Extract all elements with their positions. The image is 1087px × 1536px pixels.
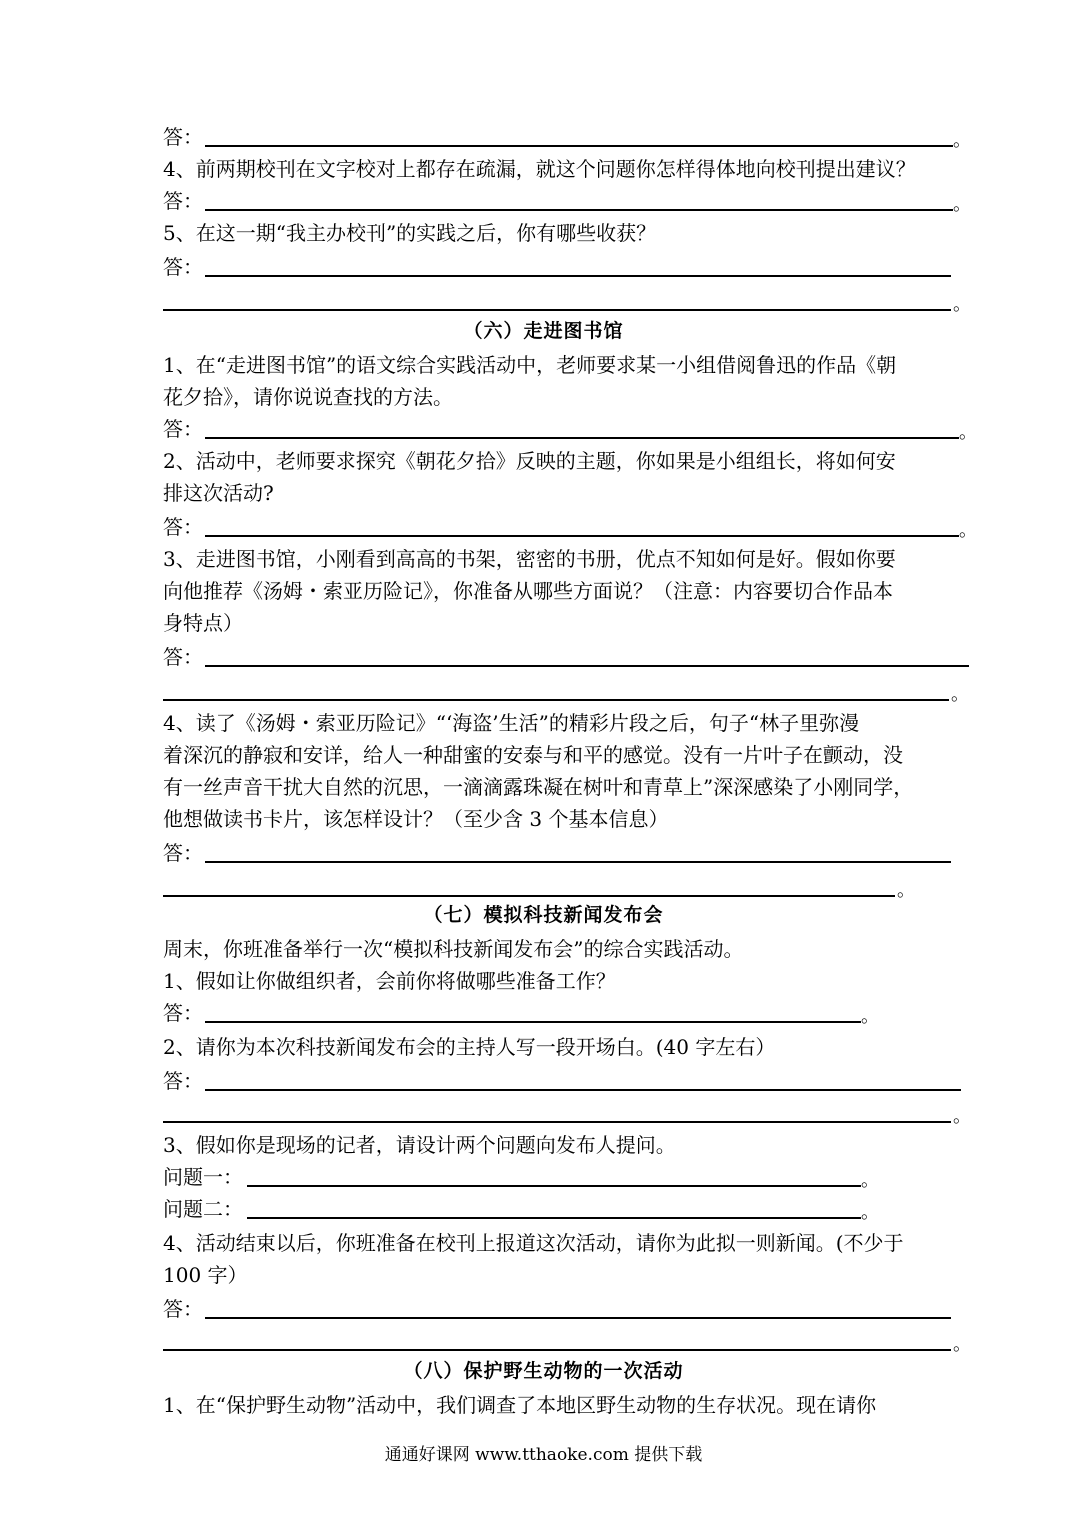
answer-row <box>163 284 983 318</box>
answer-label: 答： <box>163 255 203 279</box>
end-mark: 。 <box>951 684 969 705</box>
question-row-2 <box>163 1192 993 1226</box>
end-mark: 。 <box>959 422 977 443</box>
answer-label: 答： <box>163 189 203 213</box>
end-mark: 。 <box>953 1334 971 1355</box>
answer-row <box>163 836 993 870</box>
end-mark: 。 <box>897 880 915 901</box>
answer-label: 答： <box>163 645 203 669</box>
answer-line <box>247 1185 861 1187</box>
answer-label: 答： <box>163 125 203 149</box>
answer-label: 答： <box>163 515 203 539</box>
end-mark: 。 <box>861 1006 879 1027</box>
question-text: 3、走进图书馆，小刚看到高高的书架，密密的书册，优点不知如何是好。假如你要 <box>163 547 896 571</box>
answer-row <box>163 250 983 284</box>
question-text: 2、请你为本次科技新闻发布会的主持人写一段开场白。(40 字左右） <box>163 1035 776 1059</box>
question-text: 100 字） <box>163 1263 248 1287</box>
question-text: 他想做读书卡片，该怎样设计？（至少含 3 个基本信息） <box>163 807 669 831</box>
question-text: 2、活动中，老师要求探究《朝花夕拾》反映的主题，你如果是小组组长，将如何安 <box>163 449 896 473</box>
answer-line <box>205 535 959 537</box>
answer-row <box>163 120 983 154</box>
end-mark: 。 <box>861 1202 879 1223</box>
question-text: 1、在“保护野生动物”活动中，我们调查了本地区野生动物的生存状况。现在请你 <box>163 1393 877 1417</box>
answer-label: 答： <box>163 1297 203 1321</box>
question-text: 4、活动结束以后，你班准备在校刊上报道这次活动，请你为此拟一则新闻。(不少于 <box>163 1231 904 1255</box>
answer-line <box>163 895 895 897</box>
question-text: 着深沉的静寂和安详，给人一种甜蜜的安泰与和平的感觉。没有一片叶子在颤动，没 <box>163 743 903 767</box>
answer-row <box>163 184 983 218</box>
answer-line <box>205 209 953 211</box>
answer-row <box>163 1292 993 1326</box>
answer-line <box>205 1317 951 1319</box>
page-footer: 通通好课网 www.tthaoke.com 提供下载 <box>384 1445 703 1465</box>
paragraph-text: 周末，你班准备举行一次“模拟科技新闻发布会”的综合实践活动。 <box>163 937 744 961</box>
answer-line <box>247 1217 861 1219</box>
section-heading: （七）模拟科技新闻发布会 <box>423 904 664 926</box>
question-text: 5、在这一期“我主办校刊”的实践之后，你有哪些收获？ <box>163 221 657 245</box>
answer-label: 答： <box>163 417 203 441</box>
question-text: 1、假如让你做组织者，会前你将做哪些准备工作？ <box>163 969 616 993</box>
answer-line <box>205 437 959 439</box>
answer-row <box>163 412 993 446</box>
end-mark: 。 <box>953 130 971 151</box>
answer-line <box>163 309 951 311</box>
question-text: 有一丝声音干扰大自然的沉思，一滴滴露珠凝在树叶和青草上”深深感染了小刚同学， <box>163 775 914 799</box>
answer-row <box>163 510 993 544</box>
end-mark: 。 <box>953 294 971 315</box>
answer-line <box>205 1021 861 1023</box>
question-text: 1、在“走进图书馆”的语文综合实践活动中，老师要求某一小组借阅鲁迅的作品《朝 <box>163 353 897 377</box>
end-mark: 。 <box>861 1170 879 1191</box>
answer-label: 答： <box>163 1001 203 1025</box>
question-label-2: 问题二： <box>163 1197 243 1221</box>
question-row-1 <box>163 1160 993 1194</box>
answer-row <box>163 640 993 674</box>
question-text: 身特点） <box>163 611 243 635</box>
answer-line <box>163 1349 951 1351</box>
question-text: 4、前两期校刊在文字校对上都存在疏漏，就这个问题你怎样得体地向校刊提出建议？ <box>163 157 916 181</box>
question-text: 花夕拾》，请你说说查找的方法。 <box>163 385 453 409</box>
question-text: 排这次活动? <box>163 481 274 505</box>
answer-row <box>163 1096 993 1130</box>
answer-line <box>163 1121 951 1123</box>
end-mark: 。 <box>953 1106 971 1127</box>
answer-label: 答： <box>163 1069 203 1093</box>
answer-row <box>163 674 993 708</box>
question-text: 向他推荐《汤姆・索亚历险记》，你准备从哪些方面说？（注意：内容要切合作品本 <box>163 579 893 603</box>
answer-line <box>205 145 953 147</box>
answer-row <box>163 1324 993 1358</box>
end-mark: 。 <box>953 194 971 215</box>
answer-line <box>205 665 969 667</box>
question-label-1: 问题一： <box>163 1165 243 1189</box>
answer-line <box>163 699 949 701</box>
answer-row <box>163 996 993 1030</box>
answer-line <box>205 1089 961 1091</box>
question-text: 3、假如你是现场的记者，请设计两个问题向发布人提问。 <box>163 1133 676 1157</box>
end-mark: 。 <box>959 520 977 541</box>
section-heading: （六）走进图书馆 <box>463 320 624 342</box>
answer-line <box>205 861 951 863</box>
question-text: 4、读了《汤姆・索亚历险记》“‘海盗’生活”的精彩片段之后，句子“林子里弥漫 <box>163 711 860 735</box>
answer-line <box>205 275 951 277</box>
answer-row <box>163 1064 993 1098</box>
section-heading: （八）保护野生动物的一次活动 <box>403 1360 684 1382</box>
answer-label: 答： <box>163 841 203 865</box>
